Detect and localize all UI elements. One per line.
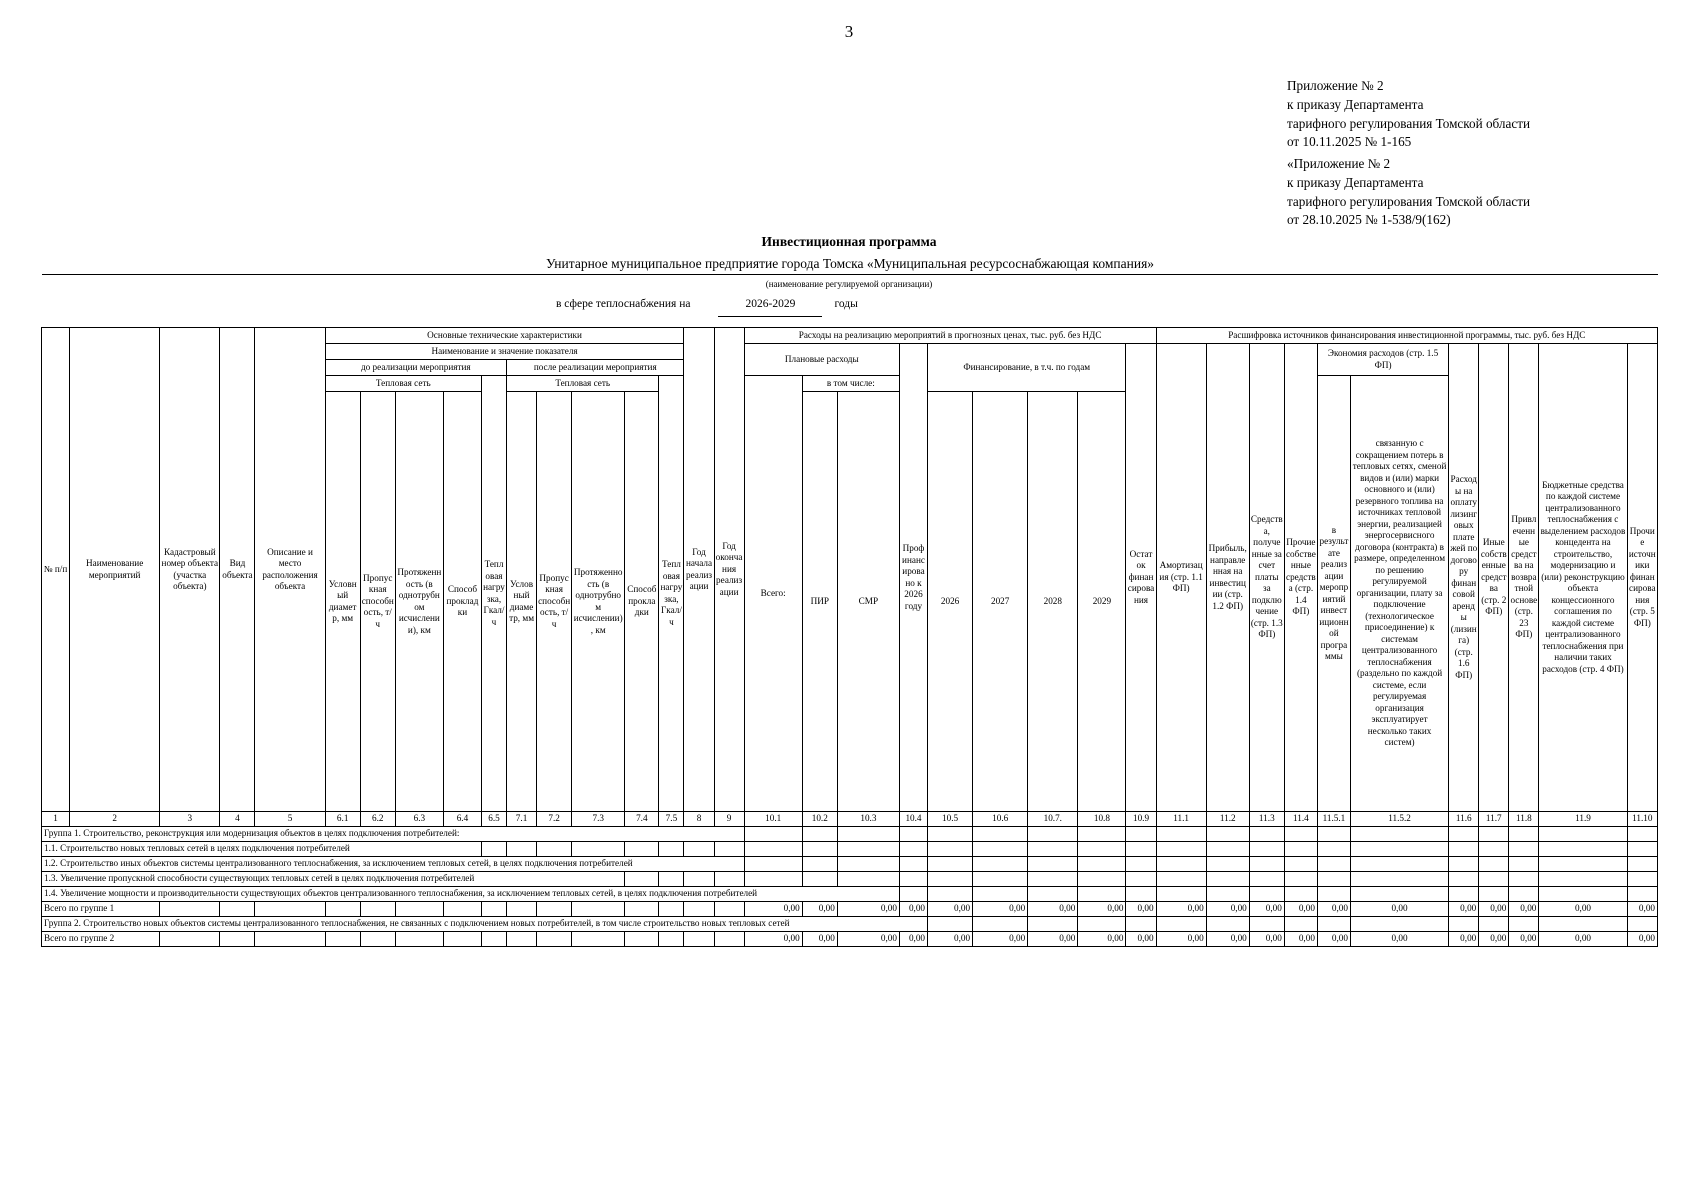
col-number: 11.1 — [1156, 812, 1206, 827]
organization-name: Унитарное муниципальное предприятие города Томска «Муниципальная ресурсоснабжающая компания» — [42, 256, 1658, 275]
remainder-header: Остаток финансирования — [1126, 344, 1156, 812]
col-n-header: № п/п — [42, 328, 70, 812]
appendix-original — [1287, 155, 1530, 230]
col-number: 11.4 — [1284, 812, 1317, 827]
total-row — [42, 902, 1658, 917]
value-cell: 0,00 — [1028, 932, 1078, 947]
value-cell: 0,00 — [1479, 902, 1509, 917]
document-title: Инвестиционная программа — [761, 234, 937, 249]
year-2028-header: 2028 — [1028, 392, 1078, 812]
appendix-line: «Приложение № 2 — [1287, 156, 1391, 171]
col-number: 11.6 — [1449, 812, 1479, 827]
value-cell: 0,00 — [1627, 932, 1657, 947]
amort-header: Амортизация (стр. 1.1 ФП) — [1156, 344, 1206, 812]
value-cell: 0,00 — [1350, 932, 1448, 947]
value-cell: 0,00 — [1156, 932, 1206, 947]
col-number: 11.3 — [1249, 812, 1284, 827]
value-cell: 0,00 — [802, 902, 837, 917]
table-row — [42, 842, 1658, 857]
col-number: 6.5 — [481, 812, 506, 827]
col-start-header: Год начала реализации — [684, 328, 714, 812]
col-number: 10.1 — [744, 812, 802, 827]
appendix-line: тарифного регулирования Томской области — [1287, 193, 1531, 209]
table-row — [42, 857, 1658, 872]
col-cadastral-header: Кадастровый номер объекта (участка объекта) — [160, 328, 220, 812]
length-after-header: Протяженность (в однотрубном исчислении), км — [572, 392, 625, 812]
total-header: Всего: — [744, 376, 802, 812]
value-cell: 0,00 — [1126, 902, 1156, 917]
col-number: 7.2 — [537, 812, 572, 827]
appendix-line: от 10.11.2025 № 1-165 — [1287, 134, 1412, 150]
appendix-line: Приложение № 2 — [1287, 78, 1384, 93]
value-cell: 0,00 — [899, 902, 927, 917]
col-number: 10.2 — [802, 812, 837, 827]
laying-header: Способ прокладки — [443, 392, 481, 812]
col-number: 11.5.1 — [1317, 812, 1350, 827]
page-number: 3 — [844, 22, 854, 41]
diam-header: Условный диаметр, мм — [325, 392, 360, 812]
indicator-header: Наименование и значение показателя — [325, 344, 684, 360]
table-row — [42, 872, 1658, 887]
sphere-suffix: годы — [834, 298, 858, 310]
after-header: после реализации мероприятия — [507, 360, 684, 376]
incl-header: в том числе: — [802, 376, 899, 392]
col-number: 7.1 — [507, 812, 537, 827]
subgroup-1-1-label: 1.1. Строительство новых тепловых сетей в целях подключения потребителей — [42, 842, 482, 857]
value-cell: 0,00 — [1126, 932, 1156, 947]
col-number: 4 — [220, 812, 255, 827]
value-cell: 0,00 — [1284, 902, 1317, 917]
value-cell: 0,00 — [837, 902, 899, 917]
header-row-1 — [42, 328, 1658, 344]
laying-after-header: Способ прокладки — [625, 392, 659, 812]
col-number: 11.8 — [1509, 812, 1539, 827]
value-cell: 0,00 — [1028, 902, 1078, 917]
col-number: 7.4 — [625, 812, 659, 827]
value-cell: 0,00 — [1284, 932, 1317, 947]
col-number: 7.3 — [572, 812, 625, 827]
value-cell: 0,00 — [1449, 932, 1479, 947]
value-cell: 0,00 — [1509, 932, 1539, 947]
col-number: 10.6 — [973, 812, 1028, 827]
connection-header: Средства, полученные за счет платы за подключение (стр. 1.3 ФП) — [1249, 344, 1284, 812]
leasing-header: Расходы на оплату лизинговых платежей по договору финансовой аренды (лизинга) (стр. 1.6 ФП) — [1449, 344, 1479, 812]
col-number: 10.9 — [1126, 812, 1156, 827]
table-row — [42, 917, 1658, 932]
organization-note: (наименование регулируемой организации) — [765, 279, 933, 289]
other-src-header: Прочие источники финансирования (стр. 5 ФП) — [1627, 344, 1657, 812]
value-cell: 0,00 — [1350, 902, 1448, 917]
value-cell: 0,00 — [802, 932, 837, 947]
col-number: 10.8 — [1078, 812, 1126, 827]
total-group-1-label: Всего по группе 1 — [42, 902, 160, 917]
savings-header: Экономия расходов (стр. 1.5 ФП) — [1317, 344, 1448, 376]
col-number: 10.3 — [837, 812, 899, 827]
col-number: 6.4 — [443, 812, 481, 827]
group-2-label: Группа 2. Строительство новых объектов системы централизованного теплоснабжения, не связанных с подключением новых потребителей, в том числе строительство новых тепловых сетей — [42, 917, 928, 932]
value-cell: 0,00 — [1206, 902, 1249, 917]
budget-header: Бюджетные средства по каждой системе централизованного теплоснабжения с выделением расходов концедента на строительство, модернизацию и (или) реконструкцию объекта концессионного соглашения по каждой системе централизованного теплоснабжения при наличии таких расходов (стр. 4 ФП) — [1539, 344, 1627, 812]
total-group-2-label: Всего по группе 2 — [42, 932, 160, 947]
sources-header: Расшифровка источников финансирования инвестиционной программы, тыс. руб. без НДС — [1156, 328, 1657, 344]
subgroup-1-2-label: 1.2. Строительство иных объектов системы централизованного теплоснабжения, за исключением тепловых сетей, в целях подключения потребителей — [42, 857, 745, 872]
value-cell: 0,00 — [899, 932, 927, 947]
col-number: 10.7. — [1028, 812, 1078, 827]
subgroup-1-3-label: 1.3. Увеличение пропускной способности существующих тепловых сетей в целях подключения потребителей — [42, 872, 625, 887]
investment-table — [41, 327, 1658, 947]
heat-net-header: Тепловая сеть — [325, 376, 481, 392]
value-cell: 0,00 — [928, 902, 973, 917]
value-cell: 0,00 — [973, 932, 1028, 947]
value-cell: 0,00 — [928, 932, 973, 947]
col-number: 5 — [255, 812, 325, 827]
savings-a-header: в результате реализации мероприятий инвестиционной программы — [1317, 376, 1350, 812]
appendix-line: тарифного регулирования Томской области — [1287, 115, 1531, 131]
year-2029-header: 2029 — [1078, 392, 1126, 812]
financed-before-header: Профинансировано к 2026 году — [899, 344, 927, 812]
value-cell: 0,00 — [1156, 902, 1206, 917]
appendix-line: к приказу Департамента — [1287, 174, 1424, 190]
col-number: 6.3 — [395, 812, 443, 827]
col-number: 6.1 — [325, 812, 360, 827]
col-end-header: Год окончания реализации — [714, 328, 744, 812]
capacity-header: Пропускная способность, т/ч — [360, 392, 395, 812]
col-number: 6.2 — [360, 812, 395, 827]
year-2027-header: 2027 — [973, 392, 1028, 812]
savings-b-header: связанную с сокращением потерь в тепловых сетях, сменой видов и (или) марки основного и (или) резервного топлива на источниках тепловой энергии, реализацией энергосервисного договора (контракта) в размере, определенном по решению регулируемой организации, плату за подключение (технологическое присоединение) к системам централизованного теплоснабжения (раздельно по каждой системе, если регулируемая организация эксплуатирует несколько таких систем) — [1350, 376, 1448, 812]
value-cell: 0,00 — [837, 932, 899, 947]
value-cell: 0,00 — [1539, 902, 1627, 917]
value-cell: 0,00 — [1627, 902, 1657, 917]
col-number: 11.2 — [1206, 812, 1249, 827]
value-cell: 0,00 — [973, 902, 1028, 917]
pir-header: ПИР — [802, 392, 837, 812]
value-cell: 0,00 — [744, 932, 802, 947]
smr-header: СМР — [837, 392, 899, 812]
table-row — [42, 887, 1658, 902]
value-cell: 0,00 — [1317, 902, 1350, 917]
load-header: Тепловая нагрузка, Гкал/ч — [481, 376, 506, 812]
sphere-years: 2026-2029 — [718, 298, 822, 317]
capacity-after-header: Пропускная способность, т/ч — [537, 392, 572, 812]
col-number: 11.10 — [1627, 812, 1657, 827]
col-name-header: Наименование мероприятий — [70, 328, 160, 812]
col-type-header: Вид объекта — [220, 328, 255, 812]
col-number: 9 — [714, 812, 744, 827]
heat-net-after-header: Тепловая сеть — [507, 376, 659, 392]
subgroup-1-4-label: 1.4. Увеличение мощности и производительности существующих объектов централизованного теплоснабжения, за исключением тепловых сетей, в целях подключения потребителей — [42, 887, 900, 902]
before-header: до реализации мероприятия — [325, 360, 506, 376]
value-cell: 0,00 — [1206, 932, 1249, 947]
col-number: 8 — [684, 812, 714, 827]
col-number: 10.5 — [928, 812, 973, 827]
value-cell: 0,00 — [744, 902, 802, 917]
planned-header: Плановые расходы — [744, 344, 899, 376]
value-cell: 0,00 — [1449, 902, 1479, 917]
diam-after-header: Условный диаметр, мм — [507, 392, 537, 812]
appendix-current — [1287, 77, 1530, 152]
table-row — [42, 827, 1658, 842]
value-cell: 0,00 — [1078, 902, 1126, 917]
year-2026-header: 2026 — [928, 392, 973, 812]
col-number: 11.5.2 — [1350, 812, 1448, 827]
sphere-line — [556, 298, 858, 317]
column-number-row — [42, 812, 1658, 827]
col-number: 10.4 — [899, 812, 927, 827]
attracted-header: Привлеченные средства на возвратной основе (стр. 23 ФП) — [1509, 344, 1539, 812]
length-header: Протяженность (в однотрубном исчислении), км — [395, 392, 443, 812]
col-number: 3 — [160, 812, 220, 827]
profit-header: Прибыль, направленная на инвестиции (стр. 1.2 ФП) — [1206, 344, 1249, 812]
value-cell: 0,00 — [1317, 932, 1350, 947]
financing-header: Финансирование, в т.ч. по годам — [928, 344, 1126, 392]
value-cell: 0,00 — [1249, 932, 1284, 947]
col-number: 11.7 — [1479, 812, 1509, 827]
value-cell: 0,00 — [1509, 902, 1539, 917]
total-row — [42, 932, 1658, 947]
value-cell: 0,00 — [1249, 902, 1284, 917]
costs-header: Расходы на реализацию мероприятий в прогнозных ценах, тыс. руб. без НДС — [744, 328, 1156, 344]
tech-header: Основные технические характеристики — [325, 328, 684, 344]
col-number: 11.9 — [1539, 812, 1627, 827]
col-desc-header: Описание и место расположения объекта — [255, 328, 325, 812]
load-after-header: Тепловая нагрузка, Гкал/ч — [659, 376, 684, 812]
col-number: 1 — [42, 812, 70, 827]
sphere-prefix: в сфере теплоснабжения на — [556, 298, 691, 310]
col-number: 2 — [70, 812, 160, 827]
other-own-header: Прочие собственные средства (стр. 1.4 ФП) — [1284, 344, 1317, 812]
other-funds-header: Иные собственные средства (стр. 2 ФП) — [1479, 344, 1509, 812]
value-cell: 0,00 — [1479, 932, 1509, 947]
col-number: 7.5 — [659, 812, 684, 827]
value-cell: 0,00 — [1539, 932, 1627, 947]
appendix-line: к приказу Департамента — [1287, 96, 1424, 112]
group-1-label: Группа 1. Строительство, реконструкция или модернизация объектов в целях подключения потребителей: — [42, 827, 745, 842]
appendix-line: от 28.10.2025 № 1-538/9(162) — [1287, 212, 1451, 228]
value-cell: 0,00 — [1078, 932, 1126, 947]
